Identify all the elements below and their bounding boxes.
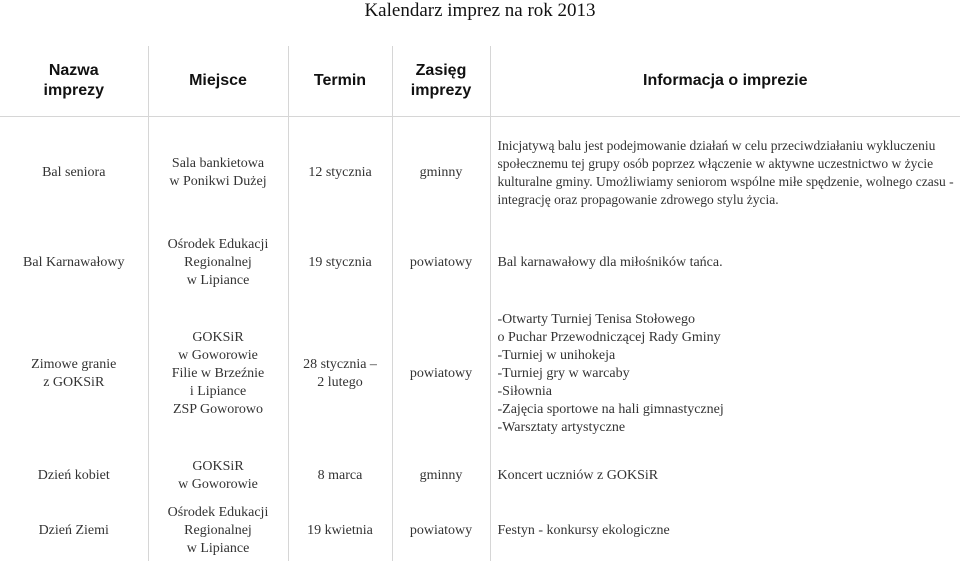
event-place bbox=[148, 501, 288, 561]
event-date-line: 19 kwietnia bbox=[307, 523, 373, 538]
event-info-text: Inicjatywą balu jest podejmowanie działań w celu przeciwdziałaniu wykluczeniu społecznemu tej grupy osób poprzez włączenie w aktywne uczestnictwo w życie kulturalne gminy. Umożliwiamy seniorom wspólne miłe spędzenie, wolnego czasu - integrację oraz propagowanie zdrowego stylu życia. bbox=[497, 138, 954, 207]
header-range-line-2: imprezy bbox=[410, 82, 472, 99]
event-info bbox=[490, 117, 960, 230]
event-place bbox=[148, 117, 288, 230]
event-place-line: Regionalnej bbox=[184, 523, 252, 538]
header-name-line-1: Nazwa bbox=[48, 62, 99, 79]
event-range: gminny bbox=[392, 451, 490, 501]
event-info-line: -Zajęcia sportowe na hali gimnastycznej bbox=[497, 402, 724, 417]
event-date bbox=[288, 117, 392, 230]
table-row bbox=[0, 451, 960, 501]
event-place-line: GOKSiR bbox=[192, 330, 244, 345]
event-info-line: -Otwarty Turniej Tenisa Stołowego bbox=[497, 312, 695, 327]
event-info-text: Koncert uczniów z GOKSiR bbox=[497, 468, 659, 483]
event-info-line: -Warsztaty artystyczne bbox=[497, 420, 626, 435]
table-row bbox=[0, 117, 960, 230]
event-place bbox=[148, 229, 288, 297]
table-row bbox=[0, 229, 960, 297]
page-title: Kalendarz imprez na rok 2013 bbox=[364, 0, 596, 21]
event-date bbox=[288, 451, 392, 501]
event-date bbox=[288, 501, 392, 561]
header-place: Miejsce bbox=[148, 46, 288, 117]
table-row bbox=[0, 501, 960, 561]
event-name-line: z GOKSiR bbox=[43, 375, 105, 390]
header-date: Termin bbox=[288, 46, 392, 117]
event-place-line: ZSP Goworowo bbox=[172, 402, 264, 417]
event-name bbox=[0, 451, 148, 501]
event-info bbox=[490, 297, 960, 451]
event-info bbox=[490, 451, 960, 501]
event-range: powiatowy bbox=[392, 297, 490, 451]
event-info bbox=[490, 501, 960, 561]
event-place-line: Ośrodek Edukacji bbox=[167, 237, 269, 252]
event-info-line: -Turniej gry w warcaby bbox=[497, 366, 630, 381]
header-row bbox=[0, 46, 960, 117]
event-range: powiatowy bbox=[392, 229, 490, 297]
event-date-line: 19 stycznia bbox=[308, 255, 372, 270]
header-name bbox=[0, 46, 148, 117]
table-row bbox=[0, 297, 960, 451]
event-name bbox=[0, 229, 148, 297]
event-place-line: w Lipiance bbox=[186, 541, 250, 556]
event-info bbox=[490, 229, 960, 297]
event-info-line: o Puchar Przewodniczącej Rady Gminy bbox=[497, 330, 721, 345]
event-place-line: w Lipiance bbox=[186, 273, 250, 288]
event-name bbox=[0, 297, 148, 451]
event-info-text: Bal karnawałowy dla miłośników tańca. bbox=[497, 255, 723, 270]
event-place-line: Sala bankietowa bbox=[171, 156, 265, 171]
event-place bbox=[148, 451, 288, 501]
header-range-line-1: Zasięg bbox=[415, 62, 467, 79]
header-info: Informacja o imprezie bbox=[490, 46, 960, 117]
event-info-line: -Siłownia bbox=[497, 384, 552, 399]
event-name-line: Bal seniora bbox=[42, 165, 106, 180]
event-range: powiatowy bbox=[392, 501, 490, 561]
event-place-line: Regionalnej bbox=[184, 255, 252, 270]
event-place-line: i Lipiance bbox=[189, 384, 247, 399]
event-place-line: Ośrodek Edukacji bbox=[167, 505, 269, 520]
event-date bbox=[288, 229, 392, 297]
event-date-line: 2 lutego bbox=[317, 375, 363, 390]
event-name-line: Dzień kobiet bbox=[37, 468, 110, 483]
event-name-line: Zimowe granie bbox=[31, 357, 117, 372]
event-date-line: 28 stycznia – bbox=[303, 357, 377, 372]
event-info-text: Festyn - konkursy ekologiczne bbox=[497, 523, 670, 538]
event-date-line: 12 stycznia bbox=[308, 165, 372, 180]
header-range bbox=[392, 46, 490, 117]
event-name-line: Bal Karnawałowy bbox=[23, 255, 125, 270]
event-place-line: w Goworowie bbox=[178, 477, 258, 492]
event-place-line: w Goworowie bbox=[178, 348, 258, 363]
header-name-line-2: imprezy bbox=[43, 82, 104, 99]
event-info-line: -Turniej w unihokeja bbox=[497, 348, 616, 363]
event-date-line: 8 marca bbox=[317, 468, 363, 483]
event-name bbox=[0, 117, 148, 230]
event-place bbox=[148, 297, 288, 451]
event-place-line: GOKSiR bbox=[192, 459, 244, 474]
events-table bbox=[0, 46, 960, 561]
event-range: gminny bbox=[392, 117, 490, 230]
event-name bbox=[0, 501, 148, 561]
event-date bbox=[288, 297, 392, 451]
event-place-line: w Ponikwi Dużej bbox=[169, 174, 267, 189]
event-name-line: Dzień Ziemi bbox=[38, 523, 109, 538]
event-place-line: Filie w Brzeźnie bbox=[171, 366, 265, 381]
